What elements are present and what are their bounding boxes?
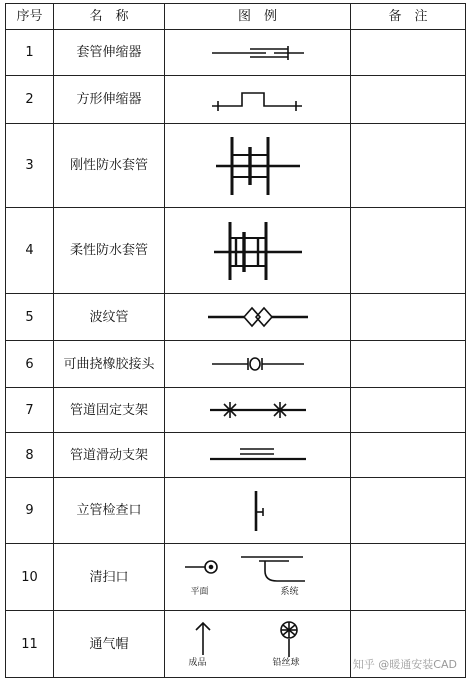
cleanout-plan-label: 平面 [190,587,209,597]
header-note: 备 注 [351,4,466,30]
vent-cap-icon [183,617,333,671]
cleanout-plan-and-system-icon [183,551,333,591]
row-number: 1 [6,30,54,76]
row-name: 清扫口 [54,544,165,611]
row-note [351,433,466,478]
table-header-row [6,4,466,30]
row-note [351,30,466,76]
row-number: 2 [6,76,54,124]
sleeve-expansion-joint-icon [208,40,308,66]
table-row [6,30,466,76]
legend-table-container [5,3,465,677]
row-figure [165,433,351,478]
fixed-pipe-support-icon [208,398,308,422]
row-name: 波纹管 [54,294,165,341]
row-figure [165,294,351,341]
vent-cap-variants-icon [183,617,333,659]
sliding-pipe-support-icon [208,443,308,467]
row-note [351,76,466,124]
row-figure [165,76,351,124]
row-note [351,341,466,388]
row-name: 通气帽 [54,611,165,678]
row-number: 3 [6,124,54,208]
row-name: 管道固定支架 [54,388,165,433]
bellows-icon [206,304,310,330]
riser-inspection-port-icon [238,488,278,534]
table-row [6,294,466,341]
row-figure [165,478,351,544]
row-number: 5 [6,294,54,341]
row-number: 7 [6,388,54,433]
table-row [6,124,466,208]
row-note [351,124,466,208]
row-note [351,544,466,611]
cleanout-icon [183,551,333,603]
watermark-text: 知乎 @暖通安装CAD [352,658,457,671]
table-row [6,76,466,124]
row-note [351,388,466,433]
rigid-waterproof-sleeve-icon [208,133,308,199]
row-name: 管道滑动支架 [54,433,165,478]
row-note [351,208,466,294]
row-number: 11 [6,611,54,678]
table-row [6,478,466,544]
row-figure [165,124,351,208]
table-row [6,388,466,433]
row-name: 方形伸缩器 [54,76,165,124]
table-row [6,544,466,611]
row-name: 套管伸缩器 [54,30,165,76]
flexible-waterproof-sleeve-icon [208,218,308,284]
row-figure [165,544,351,611]
row-figure [165,341,351,388]
watermark [353,656,457,672]
row-figure [165,30,351,76]
pipe-fittings-legend-table [5,3,466,678]
header-no: 序号 [6,4,54,30]
header-name: 名 称 [54,4,165,30]
row-number: 8 [6,433,54,478]
row-figure [165,208,351,294]
row-name: 刚性防水套管 [54,124,165,208]
row-note [351,478,466,544]
flexible-rubber-joint-icon [210,352,306,376]
table-row [6,208,466,294]
vent-cap-wire-ball-label: 铅丝球 [272,658,300,668]
row-number: 6 [6,341,54,388]
row-number: 9 [6,478,54,544]
cleanout-system-label: 系统 [280,587,299,597]
row-number: 4 [6,208,54,294]
vent-cap-finished-label: 成品 [188,658,207,668]
row-number: 10 [6,544,54,611]
row-name: 立管检查口 [54,478,165,544]
row-figure [165,611,351,678]
table-row [6,433,466,478]
table-row [6,341,466,388]
header-figure: 图 例 [165,4,351,30]
row-figure [165,388,351,433]
row-name: 可曲挠橡胶接头 [54,341,165,388]
row-name: 柔性防水套管 [54,208,165,294]
square-expansion-joint-icon [208,86,308,114]
row-note [351,294,466,341]
